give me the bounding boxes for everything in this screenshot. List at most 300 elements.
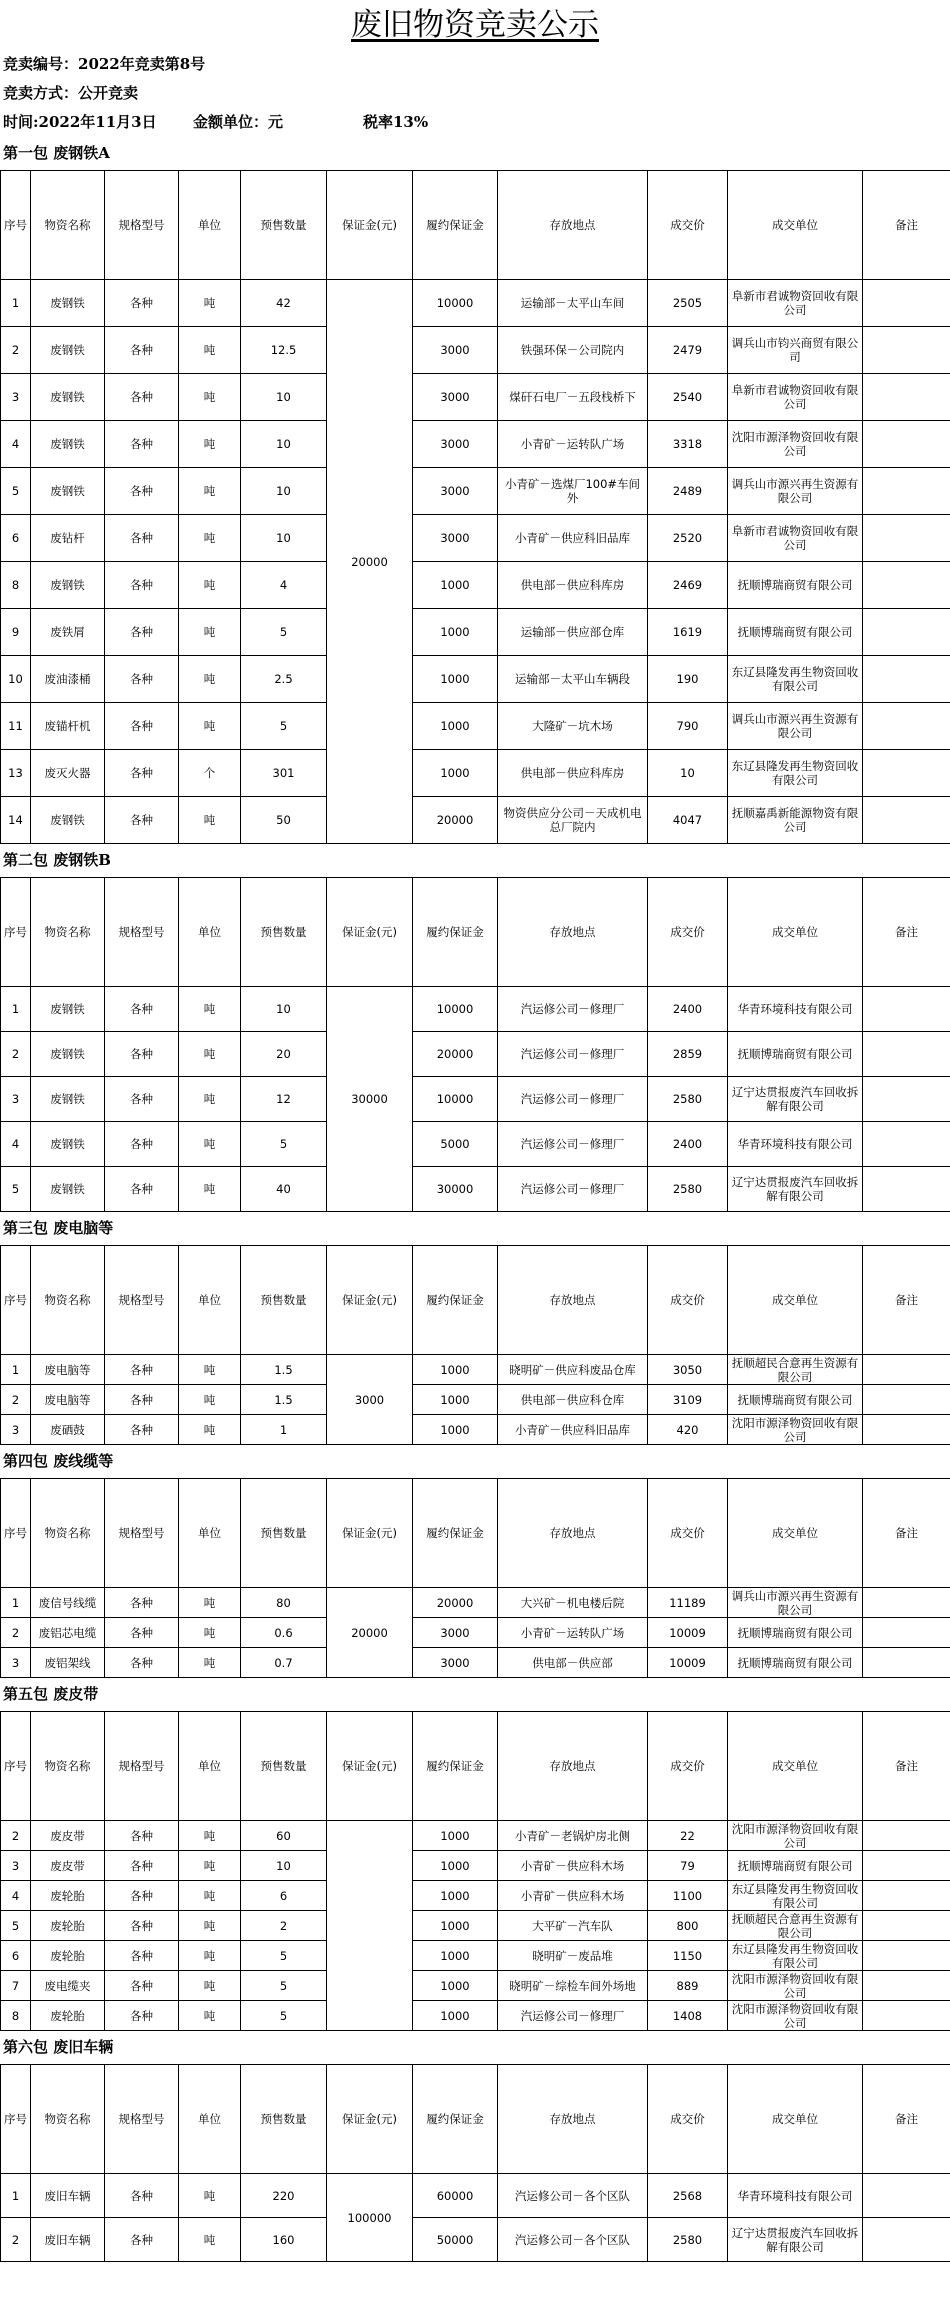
col-spec: 规格型号: [105, 1479, 179, 1588]
location-cell: 大隆矿－坑木场: [498, 703, 648, 750]
package-title: 第四包 废线缆等: [3, 1452, 114, 1470]
qty-cell: 1.5: [241, 1355, 327, 1385]
name-cell: 废电脑等: [31, 1385, 105, 1415]
buyer-cell: 抚顺博瑞商贸有限公司: [728, 609, 863, 656]
spec-cell: 各种: [105, 1911, 179, 1941]
spec-cell: 各种: [105, 1122, 179, 1167]
remark-cell: [863, 1618, 950, 1648]
name-cell: 废钢铁: [31, 562, 105, 609]
spec-cell: 各种: [105, 1821, 179, 1851]
date-text: 时间:2022年11月3日: [3, 113, 157, 131]
table-row: [1, 1122, 950, 1167]
location-cell: 铁强环保－公司院内: [498, 327, 648, 374]
price-cell: 4047: [648, 797, 728, 844]
perf-deposit-cell: 10000: [413, 1077, 498, 1122]
header-row: [1, 1712, 950, 1821]
unit-cell: 吨: [179, 1415, 241, 1445]
perf-deposit-cell: 3000: [413, 1618, 498, 1648]
seq-cell: 8: [1, 2001, 31, 2031]
spec-cell: 各种: [105, 1648, 179, 1678]
unit-cell: 吨: [179, 1971, 241, 2001]
name-cell: 废钢铁: [31, 1077, 105, 1122]
col-name: 物资名称: [31, 171, 105, 280]
unit-cell: 吨: [179, 987, 241, 1032]
table-row: [1, 421, 950, 468]
col-seq: 序号: [1, 1712, 31, 1821]
remark-cell: [863, 1941, 950, 1971]
price-cell: 2580: [648, 1167, 728, 1212]
unit-cell: 吨: [179, 280, 241, 327]
table-row: [1, 1851, 950, 1881]
unit-cell: 吨: [179, 1167, 241, 1212]
table-row: [1, 609, 950, 656]
unit-cell: 吨: [179, 1385, 241, 1415]
col-deposit: 保证金(元): [327, 1479, 413, 1588]
buyer-cell: 抚顺嘉禹新能源物资有限公司: [728, 797, 863, 844]
unit-cell: 个: [179, 750, 241, 797]
perf-deposit-cell: 1000: [413, 1355, 498, 1385]
qty-cell: 12: [241, 1077, 327, 1122]
price-cell: 2479: [648, 327, 728, 374]
unit-cell: 吨: [179, 1032, 241, 1077]
perf-deposit-cell: 50000: [413, 2218, 498, 2262]
table-row: [1, 1385, 950, 1415]
perf-deposit-cell: 3000: [413, 327, 498, 374]
buyer-cell: 东辽县隆发再生物资回收有限公司: [728, 656, 863, 703]
qty-cell: 2.5: [241, 656, 327, 703]
seq-cell: 2: [1, 1821, 31, 1851]
col-qty: 预售数量: [241, 1712, 327, 1821]
name-cell: 废铝芯电缆: [31, 1618, 105, 1648]
unit-cell: 吨: [179, 2001, 241, 2031]
table-row: [1, 327, 950, 374]
col-qty: 预售数量: [241, 2065, 327, 2174]
col-perf-deposit: 履约保证金: [413, 171, 498, 280]
unit-cell: 吨: [179, 515, 241, 562]
seq-cell: 3: [1, 1077, 31, 1122]
remark-cell: [863, 1821, 950, 1851]
location-cell: 供电部－供应科库房: [498, 750, 648, 797]
location-cell: 汽运修公司－各个区队: [498, 2218, 648, 2262]
seq-cell: 1: [1, 2174, 31, 2218]
qty-cell: 301: [241, 750, 327, 797]
table-row: [1, 750, 950, 797]
buyer-cell: 调兵山市源兴再生资源有限公司: [728, 1588, 863, 1618]
location-cell: 供电部－供应科仓库: [498, 1385, 648, 1415]
price-cell: 79: [648, 1851, 728, 1881]
col-buyer: 成交单位: [728, 2065, 863, 2174]
header-row: [1, 171, 950, 280]
location-cell: 汽运修公司－修理厂: [498, 1077, 648, 1122]
buyer-cell: 抚顺博瑞商贸有限公司: [728, 1648, 863, 1678]
name-cell: 废钢铁: [31, 1032, 105, 1077]
name-cell: 废钢铁: [31, 374, 105, 421]
col-name: 物资名称: [31, 1479, 105, 1588]
spec-cell: 各种: [105, 703, 179, 750]
col-deposit: 保证金(元): [327, 2065, 413, 2174]
remark-cell: [863, 468, 950, 515]
perf-deposit-cell: 20000: [413, 1588, 498, 1618]
package-title: 第五包 废皮带: [3, 1685, 99, 1703]
deposit-cell: 20000: [327, 1588, 413, 1678]
col-remark: 备注: [863, 1712, 950, 1821]
location-cell: 供电部－供应科库房: [498, 562, 648, 609]
table-row: [1, 1971, 950, 2001]
remark-cell: [863, 374, 950, 421]
name-cell: 废皮带: [31, 1821, 105, 1851]
perf-deposit-cell: 1000: [413, 656, 498, 703]
col-spec: 规格型号: [105, 878, 179, 987]
spec-cell: 各种: [105, 421, 179, 468]
remark-cell: [863, 656, 950, 703]
unit-cell: 吨: [179, 327, 241, 374]
buyer-cell: 调兵山市源兴再生资源有限公司: [728, 468, 863, 515]
buyer-cell: 华青环境科技有限公司: [728, 1122, 863, 1167]
seq-cell: 6: [1, 515, 31, 562]
col-unit: 单位: [179, 1246, 241, 1355]
name-cell: 废皮带: [31, 1851, 105, 1881]
perf-deposit-cell: 20000: [413, 1032, 498, 1077]
name-cell: 废钢铁: [31, 280, 105, 327]
remark-cell: [863, 750, 950, 797]
price-cell: 3318: [648, 421, 728, 468]
col-remark: 备注: [863, 2065, 950, 2174]
buyer-cell: 阜新市君诚物资回收有限公司: [728, 374, 863, 421]
remark-cell: [863, 1355, 950, 1385]
qty-cell: 10: [241, 515, 327, 562]
perf-deposit-cell: 1000: [413, 1821, 498, 1851]
price-cell: 790: [648, 703, 728, 750]
seq-cell: 9: [1, 609, 31, 656]
price-cell: 2489: [648, 468, 728, 515]
spec-cell: 各种: [105, 1941, 179, 1971]
location-cell: 煤矸石电厂－五段栈桥下: [498, 374, 648, 421]
location-cell: 小青矿－供应科木场: [498, 1851, 648, 1881]
table-row: [1, 1821, 950, 1851]
col-buyer: 成交单位: [728, 878, 863, 987]
qty-cell: 10: [241, 1851, 327, 1881]
buyer-cell: 抚顺博瑞商贸有限公司: [728, 562, 863, 609]
col-price: 成交价: [648, 2065, 728, 2174]
remark-cell: [863, 1881, 950, 1911]
col-remark: 备注: [863, 878, 950, 987]
perf-deposit-cell: 10000: [413, 987, 498, 1032]
remark-cell: [863, 1032, 950, 1077]
col-seq: 序号: [1, 1246, 31, 1355]
name-cell: 废轮胎: [31, 1941, 105, 1971]
price-cell: 2580: [648, 2218, 728, 2262]
perf-deposit-cell: 1000: [413, 750, 498, 797]
unit-cell: 吨: [179, 1648, 241, 1678]
price-cell: 11189: [648, 1588, 728, 1618]
price-cell: 2859: [648, 1032, 728, 1077]
spec-cell: 各种: [105, 1971, 179, 2001]
spec-cell: 各种: [105, 1618, 179, 1648]
table-row: [1, 2001, 950, 2031]
qty-cell: 5: [241, 703, 327, 750]
remark-cell: [863, 797, 950, 844]
col-price: 成交价: [648, 1246, 728, 1355]
seq-cell: 10: [1, 656, 31, 703]
col-unit: 单位: [179, 171, 241, 280]
remark-cell: [863, 1971, 950, 2001]
qty-cell: 5: [241, 1941, 327, 1971]
buyer-cell: 调兵山市源兴再生资源有限公司: [728, 703, 863, 750]
seq-cell: 1: [1, 987, 31, 1032]
col-deposit: 保证金(元): [327, 171, 413, 280]
price-cell: 2568: [648, 2174, 728, 2218]
location-cell: 大平矿－汽车队: [498, 1911, 648, 1941]
deposit-cell: 100000: [327, 2174, 413, 2262]
name-cell: 废轮胎: [31, 2001, 105, 2031]
col-spec: 规格型号: [105, 2065, 179, 2174]
col-location: 存放地点: [498, 1712, 648, 1821]
seq-cell: 5: [1, 1911, 31, 1941]
col-price: 成交价: [648, 1479, 728, 1588]
package-title: 第六包 废旧车辆: [3, 2038, 114, 2056]
spec-cell: 各种: [105, 1385, 179, 1415]
seq-cell: 1: [1, 1355, 31, 1385]
location-cell: 小青矿－老锅炉房北侧: [498, 1821, 648, 1851]
price-cell: 2580: [648, 1077, 728, 1122]
table-row: [1, 656, 950, 703]
price-cell: 10009: [648, 1648, 728, 1678]
spec-cell: 各种: [105, 2001, 179, 2031]
location-cell: 小青矿－运转队广场: [498, 1618, 648, 1648]
table-row: [1, 468, 950, 515]
seq-cell: 2: [1, 327, 31, 374]
price-cell: 2520: [648, 515, 728, 562]
spec-cell: 各种: [105, 987, 179, 1032]
spec-cell: 各种: [105, 1881, 179, 1911]
qty-cell: 2: [241, 1911, 327, 1941]
col-spec: 规格型号: [105, 1246, 179, 1355]
package-table: [0, 1711, 950, 2031]
buyer-cell: 沈阳市源泽物资回收有限公司: [728, 421, 863, 468]
name-cell: 废钢铁: [31, 421, 105, 468]
seq-cell: 13: [1, 750, 31, 797]
price-cell: 2540: [648, 374, 728, 421]
perf-deposit-cell: 3000: [413, 421, 498, 468]
qty-cell: 80: [241, 1588, 327, 1618]
remark-cell: [863, 2174, 950, 2218]
col-deposit: 保证金(元): [327, 1246, 413, 1355]
qty-cell: 60: [241, 1821, 327, 1851]
perf-deposit-cell: 1000: [413, 1881, 498, 1911]
table-row: [1, 562, 950, 609]
price-cell: 800: [648, 1911, 728, 1941]
col-deposit: 保证金(元): [327, 1712, 413, 1821]
price-cell: 1408: [648, 2001, 728, 2031]
col-location: 存放地点: [498, 1479, 648, 1588]
seq-cell: 2: [1, 1385, 31, 1415]
table-row: [1, 1881, 950, 1911]
package-table: [0, 877, 950, 1212]
buyer-cell: 抚顺博瑞商贸有限公司: [728, 1032, 863, 1077]
location-cell: 汽运修公司－修理厂: [498, 1167, 648, 1212]
name-cell: 废锚杆机: [31, 703, 105, 750]
unit-cell: 吨: [179, 1851, 241, 1881]
header-row: [1, 1479, 950, 1588]
location-cell: 运输部－太平山车间: [498, 280, 648, 327]
remark-cell: [863, 1415, 950, 1445]
name-cell: 废钢铁: [31, 327, 105, 374]
perf-deposit-cell: 1000: [413, 703, 498, 750]
package-table: [0, 1245, 950, 1445]
price-cell: 10009: [648, 1618, 728, 1648]
seq-cell: 6: [1, 1941, 31, 1971]
buyer-cell: 抚顺超民合意再生资源有限公司: [728, 1911, 863, 1941]
location-cell: 汽运修公司－修理厂: [498, 987, 648, 1032]
table-row: [1, 2218, 950, 2262]
col-location: 存放地点: [498, 171, 648, 280]
col-spec: 规格型号: [105, 171, 179, 280]
qty-cell: 1.5: [241, 1385, 327, 1415]
seq-cell: 3: [1, 1851, 31, 1881]
package-table: [0, 1478, 950, 1678]
col-remark: 备注: [863, 1479, 950, 1588]
unit-cell: 吨: [179, 562, 241, 609]
unit-cell: 吨: [179, 797, 241, 844]
perf-deposit-cell: 1000: [413, 1941, 498, 1971]
spec-cell: 各种: [105, 1077, 179, 1122]
col-seq: 序号: [1, 171, 31, 280]
remark-cell: [863, 703, 950, 750]
col-unit: 单位: [179, 1479, 241, 1588]
package-title: 第一包 废钢铁A: [3, 144, 110, 162]
spec-cell: 各种: [105, 280, 179, 327]
perf-deposit-cell: 1000: [413, 609, 498, 656]
spec-cell: 各种: [105, 2174, 179, 2218]
spec-cell: 各种: [105, 1851, 179, 1881]
perf-deposit-cell: 3000: [413, 1648, 498, 1678]
perf-deposit-cell: 1000: [413, 1911, 498, 1941]
name-cell: 废电缆夹: [31, 1971, 105, 2001]
seq-cell: 4: [1, 1881, 31, 1911]
unit-cell: 吨: [179, 1821, 241, 1851]
name-cell: 废钢铁: [31, 1167, 105, 1212]
spec-cell: 各种: [105, 1588, 179, 1618]
unit-cell: 吨: [179, 1941, 241, 1971]
perf-deposit-cell: 60000: [413, 2174, 498, 2218]
location-cell: 小青矿－运转队广场: [498, 421, 648, 468]
col-spec: 规格型号: [105, 1712, 179, 1821]
buyer-cell: 辽宁达贯报废汽车回收拆解有限公司: [728, 1167, 863, 1212]
seq-cell: 4: [1, 1122, 31, 1167]
qty-cell: 5: [241, 609, 327, 656]
col-deposit: 保证金(元): [327, 878, 413, 987]
buyer-cell: 华青环境科技有限公司: [728, 987, 863, 1032]
buyer-cell: 抚顺博瑞商贸有限公司: [728, 1851, 863, 1881]
spec-cell: 各种: [105, 1355, 179, 1385]
perf-deposit-cell: 10000: [413, 280, 498, 327]
perf-deposit-cell: 1000: [413, 1851, 498, 1881]
buyer-cell: 沈阳市源泽物资回收有限公司: [728, 2001, 863, 2031]
remark-cell: [863, 1385, 950, 1415]
remark-cell: [863, 987, 950, 1032]
buyer-cell: 辽宁达贯报废汽车回收拆解有限公司: [728, 2218, 863, 2262]
spec-cell: 各种: [105, 1167, 179, 1212]
col-qty: 预售数量: [241, 1246, 327, 1355]
qty-cell: 10: [241, 468, 327, 515]
seq-cell: 1: [1, 1588, 31, 1618]
col-location: 存放地点: [498, 2065, 648, 2174]
buyer-cell: 华青环境科技有限公司: [728, 2174, 863, 2218]
col-unit: 单位: [179, 2065, 241, 2174]
seq-cell: 2: [1, 2218, 31, 2262]
col-name: 物资名称: [31, 1712, 105, 1821]
remark-cell: [863, 2218, 950, 2262]
location-cell: 大兴矿－机电楼后院: [498, 1588, 648, 1618]
header-row: [1, 878, 950, 987]
packages-container: [0, 137, 950, 2262]
unit-cell: 吨: [179, 374, 241, 421]
perf-deposit-cell: 3000: [413, 515, 498, 562]
location-cell: 物资供应分公司－天成机电总厂院内: [498, 797, 648, 844]
auction-method: 竞卖方式：公开竞卖: [3, 84, 139, 102]
deposit-cell: 20000: [327, 280, 413, 844]
location-cell: 小青矿－选煤厂100#车间外: [498, 468, 648, 515]
buyer-cell: 东辽县隆发再生物资回收有限公司: [728, 1881, 863, 1911]
perf-deposit-cell: 1000: [413, 562, 498, 609]
seq-cell: 4: [1, 421, 31, 468]
table-row: [1, 703, 950, 750]
location-cell: 汽运修公司－各个区队: [498, 2174, 648, 2218]
location-cell: 供电部－供应部: [498, 1648, 648, 1678]
price-cell: 2400: [648, 1122, 728, 1167]
name-cell: 废旧车辆: [31, 2218, 105, 2262]
col-remark: 备注: [863, 1246, 950, 1355]
page-title: 废旧物资竞卖公示: [351, 7, 599, 43]
table-row: [1, 1941, 950, 1971]
unit-cell: 吨: [179, 1881, 241, 1911]
qty-cell: 5: [241, 2001, 327, 2031]
table-row: [1, 1077, 950, 1122]
remark-cell: [863, 421, 950, 468]
unit-cell: 吨: [179, 1122, 241, 1167]
seq-cell: 8: [1, 562, 31, 609]
header-row: [1, 1246, 950, 1355]
qty-cell: 10: [241, 987, 327, 1032]
name-cell: 废钢铁: [31, 797, 105, 844]
seq-cell: 2: [1, 1032, 31, 1077]
price-cell: 22: [648, 1821, 728, 1851]
qty-cell: 20: [241, 1032, 327, 1077]
qty-cell: 0.6: [241, 1618, 327, 1648]
name-cell: 废钻杆: [31, 515, 105, 562]
seq-cell: 7: [1, 1971, 31, 2001]
qty-cell: 4: [241, 562, 327, 609]
seq-cell: 14: [1, 797, 31, 844]
qty-cell: 1: [241, 1415, 327, 1445]
price-cell: 2400: [648, 987, 728, 1032]
qty-cell: 12.5: [241, 327, 327, 374]
unit-cell: 吨: [179, 1355, 241, 1385]
unit-cell: 吨: [179, 421, 241, 468]
location-cell: 小青矿－供应科木场: [498, 1881, 648, 1911]
name-cell: 废轮胎: [31, 1881, 105, 1911]
price-cell: 2505: [648, 280, 728, 327]
deposit-cell: [327, 1821, 413, 2031]
price-cell: 1619: [648, 609, 728, 656]
col-unit: 单位: [179, 1712, 241, 1821]
table-row: [1, 1355, 950, 1385]
col-buyer: 成交单位: [728, 171, 863, 280]
info-line: [0, 108, 950, 137]
col-qty: 预售数量: [241, 1479, 327, 1588]
seq-cell: 5: [1, 1167, 31, 1212]
spec-cell: 各种: [105, 750, 179, 797]
